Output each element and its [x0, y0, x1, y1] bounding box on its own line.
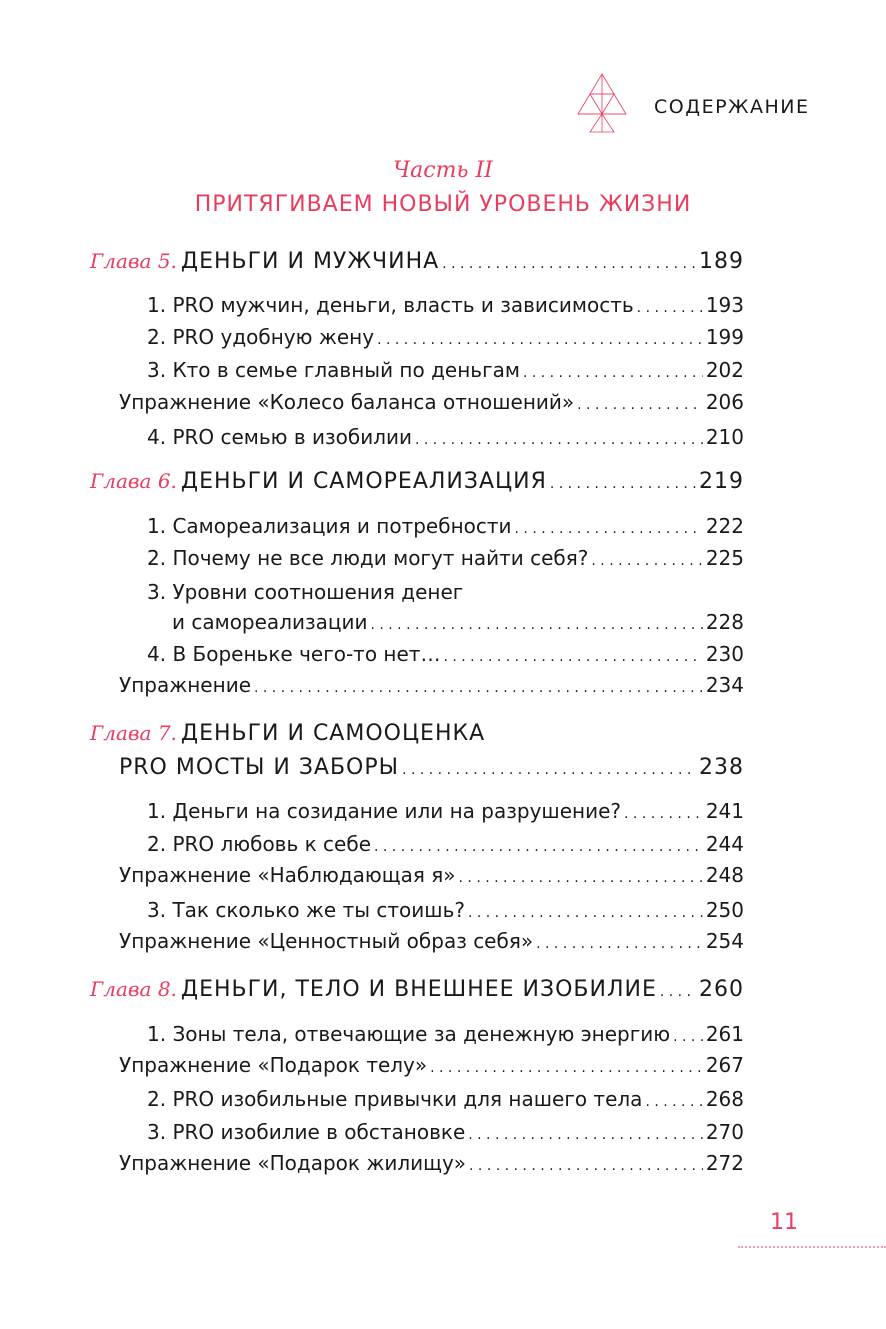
chapter-label: Глава 7.	[90, 721, 177, 745]
leader-dots	[637, 290, 703, 323]
chapter-title: ДЕНЬГИ И САМОРЕАЛИЗАЦИЯ	[180, 469, 547, 494]
entry-title: 1. Деньги на созидание или на разрушение?	[147, 799, 622, 823]
page-ref: 193	[705, 293, 744, 317]
chapter-label: Глава 6.	[90, 469, 177, 493]
entry-title: 3. Кто в семье главный по деньгам	[147, 358, 520, 382]
toc-exercise[interactable]	[119, 860, 744, 893]
leader-dots	[370, 607, 702, 640]
page-ref: 189	[699, 249, 744, 274]
toc-chapter-8[interactable]	[90, 974, 744, 1007]
page-ref: 260	[699, 977, 744, 1002]
page-ref: 199	[705, 325, 744, 349]
toc-entry[interactable]	[147, 422, 744, 455]
toc-entry[interactable]	[147, 796, 744, 829]
leader-dots	[468, 895, 703, 928]
chapter-label: Глава 5.	[90, 249, 177, 273]
entry-title: 1. Зоны тела, отвечающие за денежную энергию	[147, 1022, 671, 1046]
chapter-title: ДЕНЬГИ И САМООЦЕНКА	[180, 721, 486, 746]
entry-title: Упражнение «Подарок жилищу»	[119, 1151, 467, 1175]
page-ref: 272	[705, 1151, 744, 1175]
part-label: Часть II	[393, 158, 493, 183]
chapter-title: ДЕНЬГИ, ТЕЛО И ВНЕШНЕЕ ИЗОБИЛИЕ	[180, 977, 657, 1002]
page-ref: 261	[705, 1022, 744, 1046]
footer-dotted-rule	[738, 1246, 886, 1248]
page-ref: 230	[705, 642, 744, 666]
page-ref: 254	[705, 929, 744, 953]
toc-entry[interactable]	[147, 355, 744, 388]
page-ref: 210	[705, 425, 744, 449]
chapter-label: Глава 8.	[90, 977, 177, 1001]
toc-chapter-6[interactable]	[90, 466, 744, 499]
toc-exercise[interactable]	[119, 926, 744, 959]
page-ref: 234	[705, 673, 744, 697]
entry-title: Упражнение «Ценностный образ себя»	[119, 929, 534, 953]
leader-dots	[536, 926, 703, 959]
entry-title: 3. PRO изобилие в обстановке	[147, 1120, 466, 1144]
leader-dots	[459, 860, 703, 893]
leader-dots	[254, 670, 703, 703]
leader-dots	[468, 1117, 703, 1150]
toc-entry[interactable]	[147, 895, 744, 928]
leader-dots	[577, 387, 703, 420]
leader-dots	[591, 543, 702, 576]
part-title: ПРИТЯГИВАЕМ НОВЫЙ УРОВЕНЬ ЖИЗНИ	[194, 192, 692, 217]
toc-chapter-7[interactable]	[90, 718, 744, 749]
triangles-ornament-icon	[576, 72, 628, 134]
page-ref: 250	[705, 898, 744, 922]
toc-entry[interactable]	[147, 543, 744, 576]
toc-entry[interactable]	[147, 1019, 744, 1052]
page-ref: 222	[705, 514, 744, 538]
entry-title: 4. PRO семью в изобилии	[147, 425, 412, 449]
toc-exercise[interactable]	[119, 670, 744, 703]
page-number: 11	[770, 1210, 798, 1235]
section-header-title: СОДЕРЖАНИЕ	[654, 96, 810, 118]
leader-dots	[443, 639, 702, 672]
entry-title: 3. Уровни соотношения денег	[147, 580, 464, 604]
entry-title: 2. PRO изобильные привычки для нашего тела	[147, 1087, 643, 1111]
page-ref: 241	[705, 799, 744, 823]
toc-exercise[interactable]	[119, 1148, 744, 1181]
chapter-title: ДЕНЬГИ И МУЖЧИНА	[180, 249, 440, 274]
leader-dots	[469, 1148, 703, 1181]
page-ref: 248	[705, 863, 744, 887]
page-ref: 267	[705, 1053, 744, 1077]
page-ref: 270	[705, 1120, 744, 1144]
leader-dots	[377, 322, 703, 355]
page-ref: 268	[705, 1087, 744, 1111]
entry-title: 2. PRO удобную жену	[147, 325, 375, 349]
toc-chapter-5[interactable]	[90, 246, 744, 279]
leader-dots	[624, 796, 703, 829]
page-ref: 202	[705, 358, 744, 382]
entry-title: 3. Так сколько же ты стоишь?	[147, 898, 465, 922]
toc-entry[interactable]	[147, 511, 744, 544]
leader-dots	[550, 467, 696, 499]
leader-dots	[374, 829, 703, 862]
entry-title: Упражнение «Наблюдающая я»	[119, 863, 456, 887]
page-ref: 244	[705, 832, 744, 856]
page-ref: 206	[705, 390, 744, 414]
toc-entry[interactable]	[147, 1117, 744, 1150]
entry-title: 1. PRO мужчин, деньги, власть и зависимость	[147, 293, 634, 317]
entry-title: Упражнение «Колесо баланса отношений»	[119, 390, 575, 414]
entry-title: 4. В Бореньке чего-то нет…	[147, 642, 441, 666]
leader-dots	[660, 975, 696, 1007]
toc-exercise[interactable]	[119, 387, 744, 420]
toc-exercise[interactable]	[119, 1050, 744, 1083]
toc-entry[interactable]	[147, 829, 744, 862]
page-ref: 219	[699, 469, 744, 494]
entry-title: и самореализации	[172, 610, 368, 634]
leader-dots	[523, 355, 703, 388]
toc-entry[interactable]	[172, 607, 744, 640]
leader-dots	[442, 247, 696, 279]
entry-title: Упражнение «Подарок телу»	[119, 1053, 428, 1077]
leader-dots	[673, 1019, 703, 1052]
toc-chapter-7-subtitle[interactable]	[119, 753, 744, 785]
page-ref: 238	[699, 755, 744, 780]
leader-dots	[402, 753, 696, 785]
toc-entry[interactable]	[147, 322, 744, 355]
toc-entry[interactable]	[147, 577, 744, 607]
entry-title: 1. Самореализация и потребности	[147, 514, 512, 538]
leader-dots	[645, 1084, 702, 1117]
page-ref: 225	[705, 546, 744, 570]
entry-title: 2. Почему не все люди могут найти себя?	[147, 546, 589, 570]
toc-entry[interactable]	[147, 1084, 744, 1117]
leader-dots	[430, 1050, 703, 1083]
toc-entry[interactable]	[147, 290, 744, 323]
toc-entry[interactable]	[147, 639, 744, 672]
leader-dots	[415, 422, 703, 455]
leader-dots	[515, 511, 703, 544]
entry-title: Упражнение	[119, 673, 251, 697]
entry-title: 2. PRO любовь к себе	[147, 832, 371, 856]
page-ref: 228	[705, 610, 744, 634]
chapter-title: PRO МОСТЫ И ЗАБОРЫ	[119, 755, 400, 780]
